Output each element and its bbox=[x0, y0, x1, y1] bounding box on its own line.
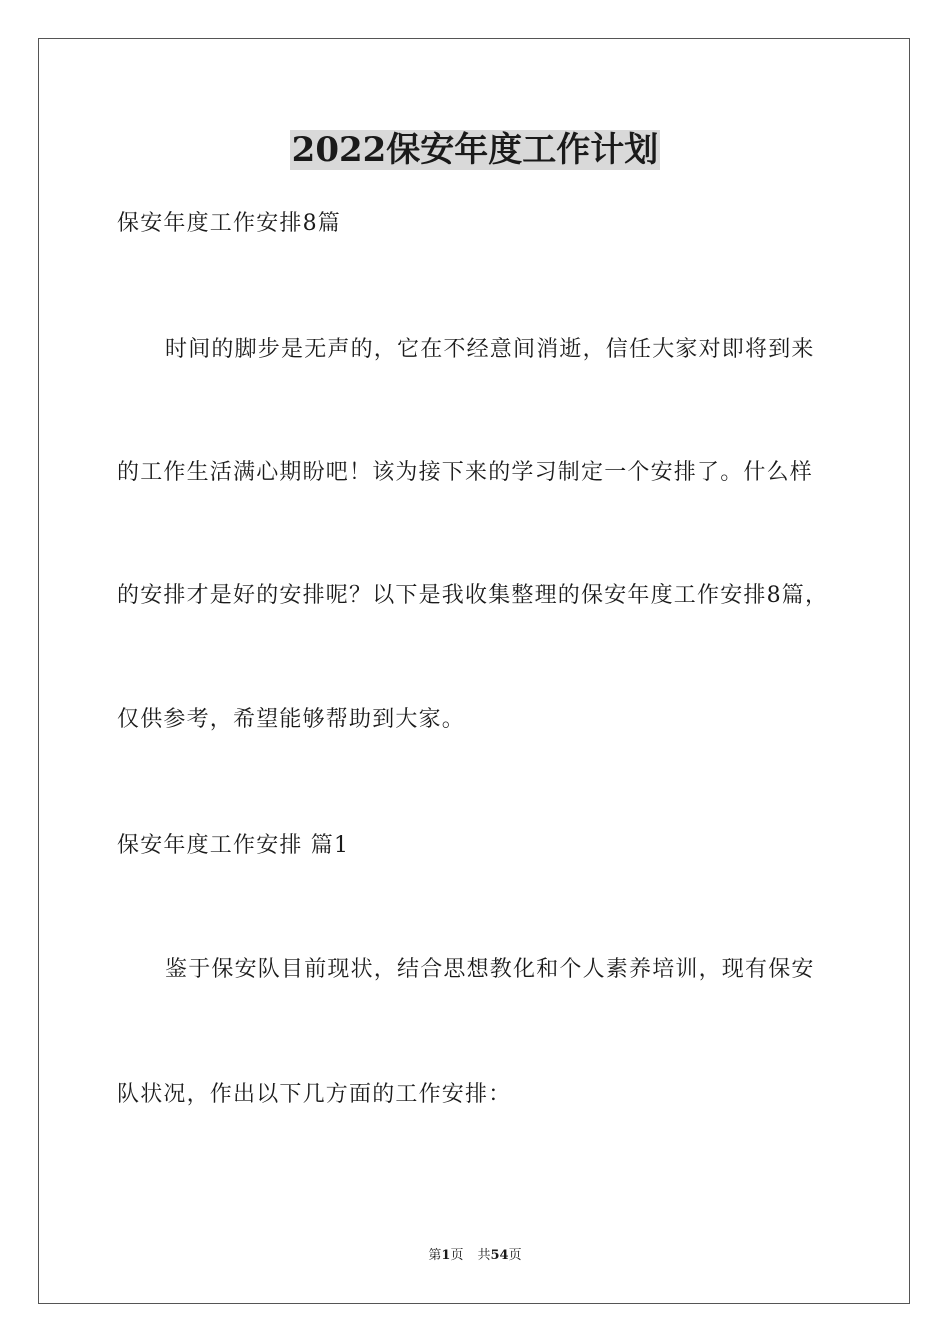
footer-page-prefix: 第 bbox=[428, 1248, 442, 1263]
footer-total-pages: 54 bbox=[490, 1248, 509, 1263]
footer-total-suffix: 页 bbox=[508, 1248, 522, 1263]
intro-paragraph-line: 仅供参考，希望能够帮助到大家。 bbox=[117, 707, 466, 732]
document-subtitle: 保安年度工作安排8篇 bbox=[117, 211, 341, 236]
document-title bbox=[0, 128, 950, 172]
section-paragraph-line: 队状况，作出以下几方面的工作安排： bbox=[117, 1082, 512, 1107]
page-footer bbox=[0, 1247, 950, 1265]
intro-paragraph-line: 的安排才是好的安排呢？以下是我收集整理的保安年度工作安排8篇， bbox=[117, 583, 829, 608]
footer-total-prefix: 共 bbox=[477, 1248, 491, 1263]
section-paragraph-line: 鉴于保安队目前现状，结合思想教化和个人素养培训，现有保安 bbox=[165, 957, 815, 982]
intro-paragraph-line: 的工作生活满心期盼吧！该为接下来的学习制定一个安排了。什么样 bbox=[117, 460, 814, 485]
footer-page-suffix: 页 bbox=[450, 1248, 464, 1263]
intro-paragraph-line: 时间的脚步是无声的，它在不经意间消逝，信任大家对即将到来 bbox=[165, 337, 815, 362]
section-heading: 保安年度工作安排 篇1 bbox=[117, 833, 350, 858]
footer-page-number: 1 bbox=[441, 1248, 451, 1263]
document-title-text: 2022保安年度工作计划 bbox=[291, 130, 659, 170]
